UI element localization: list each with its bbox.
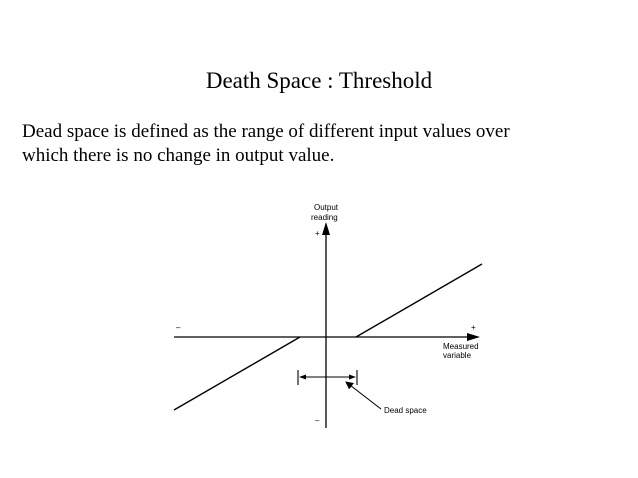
x-axis-label-line1: Measured xyxy=(443,342,479,351)
dead-space-label: Dead space xyxy=(384,406,427,415)
x-axis-label-line2: variable xyxy=(443,351,472,360)
dead-space-arrow-right xyxy=(349,375,356,380)
y-plus-sign: + xyxy=(315,229,320,238)
output-line-negative xyxy=(174,337,300,410)
y-minus-sign: – xyxy=(315,416,320,425)
slide-title: Death Space : Threshold xyxy=(205,68,433,93)
dead-space-arrow-left xyxy=(299,375,306,380)
x-minus-sign: – xyxy=(176,323,181,332)
output-line-positive xyxy=(356,264,482,337)
body-line-1: Dead space is defined as the range of different input values over xyxy=(22,121,510,142)
y-axis-arrow xyxy=(322,222,330,235)
x-plus-sign: + xyxy=(471,323,476,332)
y-axis-label-line2: reading xyxy=(311,213,338,222)
dead-space-leader xyxy=(346,382,381,409)
body-line-2: which there is no change in output value. xyxy=(22,145,335,166)
x-axis-arrow xyxy=(467,333,480,341)
y-axis-label-line1: Output xyxy=(314,203,339,212)
